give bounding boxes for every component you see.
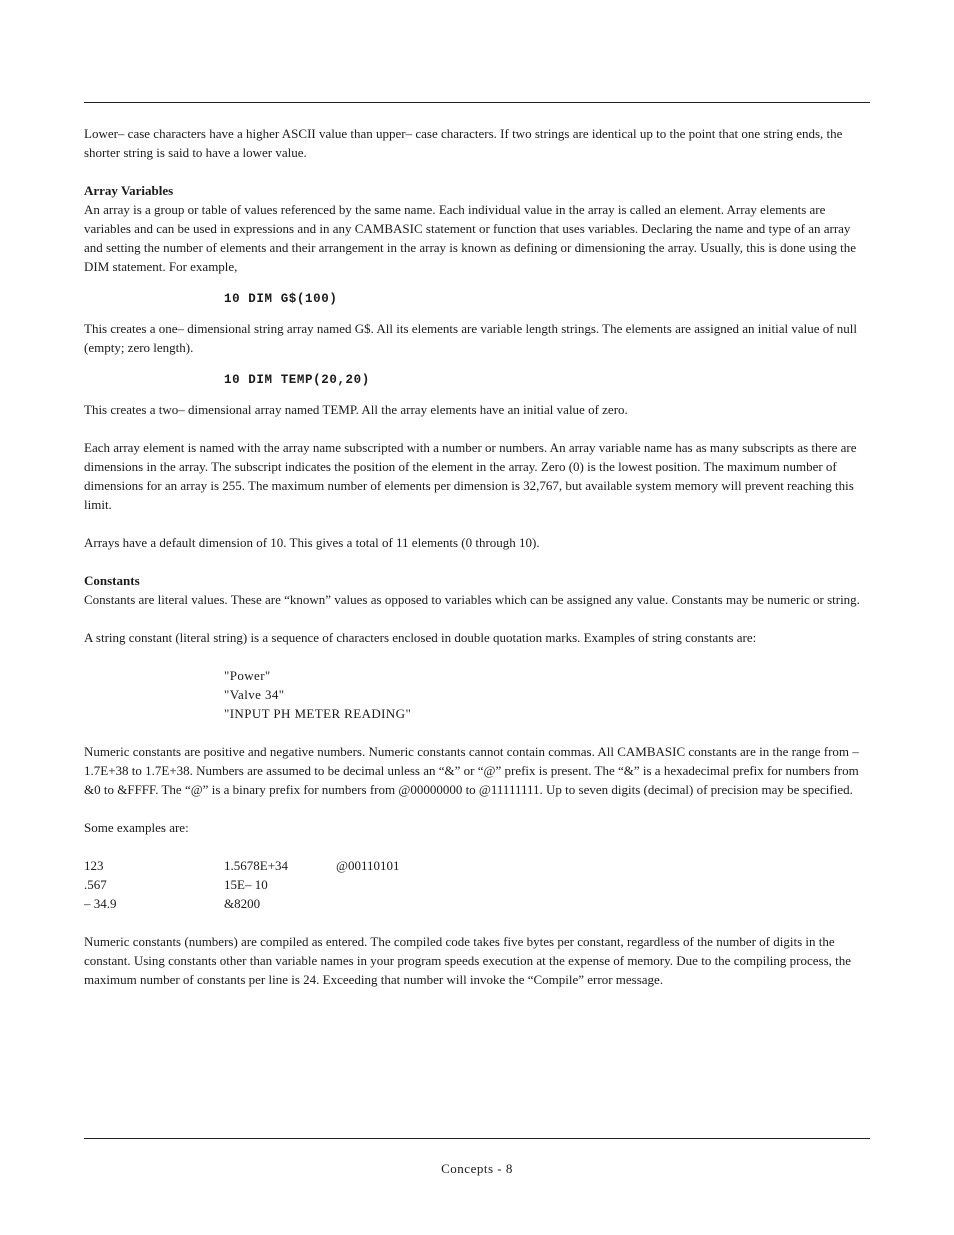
paragraph-array-definition: An array is a group or table of values referenced by the same name. Each individual value in the array is called an element. Array elements are variables and can be used in expressions and in any CAMBASIC statement or function that uses variables. Declaring the name and type of an array and setting the number of elements and their arrangement in the array is known as defining or dimensioning the array. Usually, this is done using the DIM statement. For example, — [84, 202, 856, 274]
table-cell — [336, 894, 400, 913]
paragraph-some-examples: Some examples are: — [84, 820, 189, 835]
table-row — [84, 894, 400, 913]
heading-constants: Constants — [84, 573, 140, 588]
paragraph-subscripts: Each array element is named with the array name subscripted with a number or numbers. An array variable name has as many subscripts as there are dimensions in the array. The subscript indicates the position of the element in the array. Zero (0) is the lowest position. The maximum number of dimensions for an array is 255. The maximum number of elements per dimension is 32,767, but available system memory will prevent reaching this limit. — [84, 440, 857, 512]
paragraph-default-dimension: Arrays have a default dimension of 10. This gives a total of 11 elements (0 through 10). — [84, 535, 540, 550]
table-row — [84, 875, 400, 894]
string-example: "INPUT PH METER READING" — [224, 706, 412, 721]
heading-array-variables: Array Variables — [84, 183, 174, 198]
paragraph-intro: Lower– case characters have a higher ASCII value than upper– case characters. If two strings are identical up to the point that one string ends, the shorter string is said to have a lower value. — [84, 126, 843, 160]
paragraph-string-array: This creates a one– dimensional string array named G$. All its elements are variable length strings. The elements are assigned an initial value of null (empty; zero length). — [84, 321, 858, 355]
footer-rule — [84, 1138, 870, 1139]
page-footer: Concepts - 8 — [441, 1161, 513, 1176]
header-rule — [84, 102, 870, 103]
table-cell: .567 — [84, 877, 107, 892]
code-example-dim-string: 10 DIM G$(100) — [224, 292, 338, 306]
table-cell: &8200 — [224, 896, 261, 911]
table-row — [84, 856, 400, 875]
table-cell: 1.5678E+34 — [224, 858, 289, 873]
table-cell: @00110101 — [336, 858, 400, 873]
document-body — [84, 124, 870, 989]
string-examples-list — [224, 666, 870, 723]
string-example: "Valve 34" — [224, 687, 285, 702]
paragraph-compiled-constants: Numeric constants (numbers) are compiled as entered. The compiled code takes five bytes per constant, regardless of the number of digits in the constant. Using constants other than variable names in your program speeds execution at the expense of memory. Due to the compiling process, the maximum number of constants per line is 24. Exceeding that number will invoke the “Compile” error message. — [84, 934, 852, 987]
numeric-examples-table — [84, 856, 400, 913]
table-cell — [336, 875, 400, 894]
table-cell: – 34.9 — [84, 896, 117, 911]
table-cell: 123 — [84, 858, 104, 873]
paragraph-constants-definition: Constants are literal values. These are “known” values as opposed to variables which can be assigned any value. Constants may be numeric or string. — [84, 592, 860, 607]
paragraph-numeric-constants: Numeric constants are positive and negative numbers. Numeric constants cannot contain commas. All CAMBASIC constants are in the range from – 1.7E+38 to 1.7E+38. Numbers are assumed to be decimal unless an “&” or “@” prefix is present. The “&” is a hexadecimal prefix for numbers from &0 to &FFFF. The “@” is a binary prefix for numbers from @00000000 to @11111111. Up to seven digits (decimal) of precision may be specified. — [84, 744, 859, 797]
table-cell: 15E– 10 — [224, 877, 268, 892]
string-example: "Power" — [224, 668, 271, 683]
code-example-dim-temp: 10 DIM TEMP(20,20) — [224, 373, 370, 387]
paragraph-two-dim-array: This creates a two– dimensional array named TEMP. All the array elements have an initial value of zero. — [84, 402, 628, 417]
paragraph-string-constant: A string constant (literal string) is a sequence of characters enclosed in double quotation marks. Examples of string constants are: — [84, 630, 757, 645]
